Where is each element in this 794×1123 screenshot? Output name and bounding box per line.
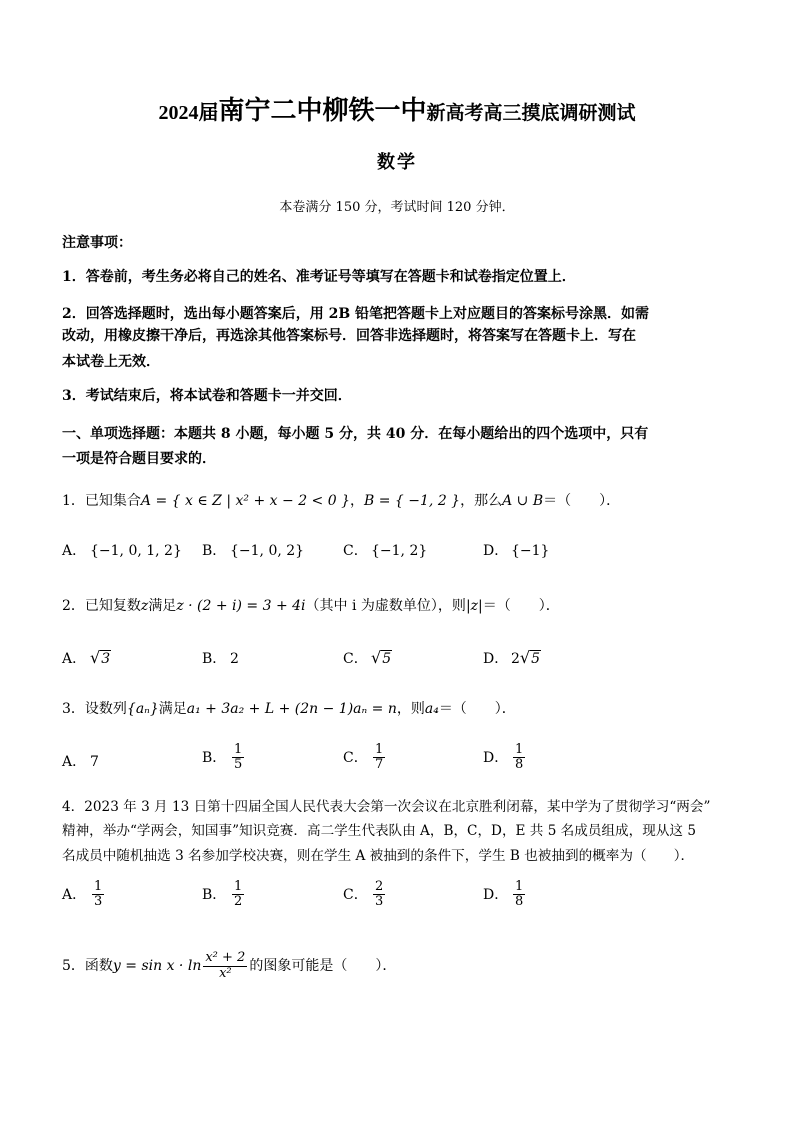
q1-end: ＝（ ）．	[543, 493, 621, 509]
q2-equation: z · (2 + i) = 3 + 4i	[176, 598, 306, 614]
q4-option-b: B． $\frac{1}{2}$	[202, 879, 243, 910]
section1-heading-cont: 一项是符合题目要求的．	[62, 451, 216, 467]
question-1	[62, 488, 734, 514]
title-jie: 届	[198, 100, 219, 124]
notice-item-2: 2．回答选择题时，选出每小题答案后，用 2B 铅笔把答题卡上对应题目的答案标号涂黑．如需	[62, 306, 650, 322]
q3-option-a: A． 7	[62, 754, 99, 770]
q3-option-d: D． $\frac{1}{8}$	[483, 742, 524, 773]
fraction: $\frac{1}{5}$	[234, 742, 243, 773]
section1-heading: 一、单项选择题：本题共 8 小题，每小题 5 分，共 40 分．在每小题给出的四个选项中，只有	[62, 426, 649, 442]
question-4-line-3: 名成员中随机抽选 3 名参加学校决赛，则在学生 A 被抽到的条件下，学生 B 也被抽到的概率为（ ）．	[62, 848, 695, 864]
q3-end: ＝（ ）．	[438, 701, 516, 717]
q3-comma: ，则	[396, 701, 425, 717]
q1-set-a: A = { x ∈ Z | x² + x − 2 < 0 }	[140, 493, 350, 509]
notice-item-3: 3．考试结束后，将本试卷和答题卡一并交回．	[62, 388, 352, 404]
title-exam-name: 新高考高三摸底调研测试	[426, 102, 636, 124]
q1-options	[62, 540, 734, 580]
q1-option-c: C． {−1, 2}	[343, 543, 428, 559]
fraction: $\frac{1}{8}$	[515, 879, 524, 910]
q1-option-a: A． {−1, 0, 1, 2}	[62, 543, 182, 559]
title-year: 2024	[158, 102, 199, 124]
fraction: $\frac{1}{8}$	[515, 742, 524, 773]
question-3	[62, 696, 734, 722]
q3-sequence: {aₙ}	[126, 701, 159, 717]
q2-mid: 满足	[148, 598, 177, 614]
q2-end: ＝（ ）．	[482, 598, 560, 614]
sqrt-symbol: √5	[371, 648, 392, 667]
q4-option-a: A． $\frac{1}{3}$	[62, 879, 103, 910]
question-4-line-2: 精神，举办“学两会，知国事”知识竞赛．高二学生代表队由 A，B，C，D，E 共 5 名成员组成，现从这 5	[62, 823, 696, 839]
fraction: $\frac{1}{7}$	[375, 742, 384, 773]
q4-option-c: C． $\frac{2}{3}$	[343, 879, 384, 910]
q2-option-d: D． 2√5	[483, 648, 541, 667]
q3-prefix: 3．设数列	[62, 701, 127, 717]
q5-fraction: $\frac{\text{x² + 2}}{\text{x²}}$	[205, 950, 246, 981]
notice-item-2-cont: 改动，用橡皮擦干净后，再选涂其他答案标号．回答非选择题时，将答案写在答题卡上．写在	[62, 328, 636, 344]
fraction: $\frac{1}{2}$	[234, 879, 243, 910]
sqrt-symbol: √3	[90, 648, 111, 667]
question-5	[62, 946, 734, 986]
notice-heading: 注意事项：	[62, 235, 132, 251]
q2-option-b: B． 2	[202, 651, 239, 667]
fraction: $\frac{1}{3}$	[94, 879, 103, 910]
exam-subject: 数学	[377, 152, 417, 173]
q1-prefix: 1．已知集合	[62, 493, 141, 509]
q3-mid: 满足	[158, 701, 187, 717]
sqrt-symbol: √5	[519, 648, 541, 667]
q4-option-d: D． $\frac{1}{8}$	[483, 879, 524, 910]
fraction: $\frac{2}{3}$	[375, 879, 384, 910]
title-schools: 南宁二中柳铁一中	[218, 96, 427, 126]
q1-option-d: D． {−1}	[483, 543, 550, 559]
q1-sep: ，	[350, 493, 364, 509]
q3-option-b: B． $\frac{1}{5}$	[202, 742, 243, 773]
q5-function: y = sin x · ln	[112, 958, 202, 974]
q1-option-b: B． {−1, 0, 2}	[202, 543, 305, 559]
question-2	[62, 593, 734, 619]
q2-prefix: 2．已知复数	[62, 598, 141, 614]
q2-options	[62, 648, 734, 688]
q5-prefix: 5．函数	[62, 958, 113, 974]
q1-expr: A ∪ B	[502, 493, 544, 509]
notice-item-2-cont2: 本试卷上无效．	[62, 354, 160, 370]
q3-options	[62, 743, 734, 783]
exam-meta: 本卷满分 150 分，考试时间 120 分钟．	[279, 200, 515, 215]
q2-abs: |z|	[465, 598, 483, 614]
exam-title	[0, 90, 794, 127]
notice-item-1: 1．答卷前，考生务必将自己的姓名、准考证号等填写在答题卡和试卷指定位置上．	[62, 269, 576, 285]
q5-end: 的图象可能是（ ）．	[249, 958, 397, 974]
q1-mid: ，那么	[460, 493, 503, 509]
q4-options	[62, 880, 734, 920]
q2-paren: （其中 i 为虚数单位），则	[305, 598, 466, 614]
q3-target: a₄	[424, 701, 439, 717]
q1-set-b: B = { −1, 2 }	[364, 493, 461, 509]
q3-option-c: C． $\frac{1}{7}$	[343, 742, 384, 773]
q2-option-a: A． √3	[62, 648, 111, 667]
question-4-line-1: 4．2023 年 3 月 13 日第十四届全国人民代表大会第一次会议在北京胜利闭幕，某中学为了贯彻学习“两会”	[62, 799, 711, 815]
q2-option-c: C． √5	[343, 648, 392, 667]
q3-equation: a₁ + 3a₂ + L + (2n − 1)aₙ = n	[186, 701, 397, 717]
q2-var: z	[140, 598, 149, 614]
